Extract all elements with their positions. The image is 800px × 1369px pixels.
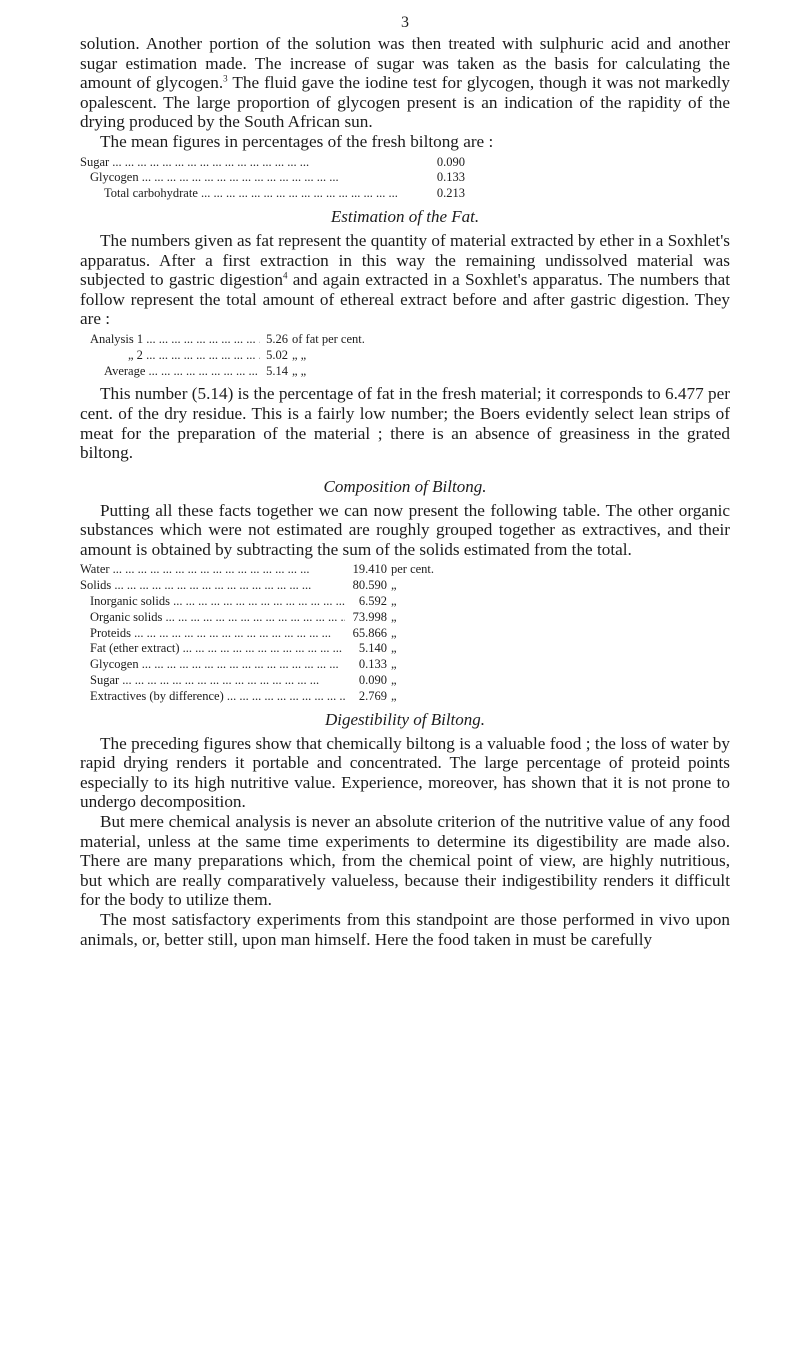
row-value: 6.592 (358, 594, 387, 609)
carbohydrate-table (80, 155, 730, 202)
row-unit: per cent. (391, 562, 435, 577)
row-value: 65.866 (352, 625, 387, 640)
row-value: 0.133 (358, 657, 387, 672)
row-label: „ 2 ... . (128, 348, 260, 364)
row-unit: „ „ (292, 347, 307, 362)
row-unit: „ „ (292, 363, 307, 378)
table-row (80, 155, 730, 171)
row-value: 5.26 (266, 331, 288, 346)
row-label: Average ... . (104, 364, 260, 380)
table-row (80, 626, 730, 642)
table-row (80, 657, 730, 673)
row-value: 5.14 (266, 363, 288, 378)
row-label: Inorganic solids ... . (90, 594, 345, 610)
row-unit: „ (391, 641, 397, 656)
table-row (80, 578, 730, 594)
row-value: 80.590 (352, 578, 387, 593)
row-unit: „ (391, 673, 397, 688)
table-row (80, 689, 730, 705)
row-label: Sugar ... . (90, 673, 345, 689)
row-value: 73.998 (352, 609, 387, 624)
intro-paragraph: solution. Another portion of the solution was then treated with sulphuric acid and another sugar estimation made. The increase of sugar was taken as the basis for calculating the amount of glycogen.$^3$ The fluid gave the iodine test for glycogen, though it was not markedly opalescent. The large proportion of glycogen present is an indication of the rapidity of the drying produced by the South African sun. (80, 34, 731, 132)
composition-heading: Composition of Biltong. (323, 476, 487, 496)
table-row (80, 186, 730, 202)
footnote-ref: 3 (223, 73, 228, 84)
row-label: Glycogen ... . (90, 170, 425, 186)
footnote-ref: 4 (282, 270, 288, 281)
table-row (80, 673, 730, 689)
row-unit: „ (391, 625, 397, 640)
composition-paragraph: Putting all these facts together we can now present the following table. The other organic substances which were not estimated are roughly grouped together as extractives, and their amount is obtained by subtracting the sum of the solids estimated from the total. (80, 500, 730, 559)
row-label: Total carbohydrate ... . (104, 186, 425, 202)
row-unit: „ (391, 657, 397, 672)
row-label: Water ... . (80, 562, 345, 578)
row-unit: „ (391, 688, 397, 703)
row-label: Proteids ... . (90, 626, 345, 642)
table-row (80, 641, 730, 657)
row-value: 5.02 (266, 347, 288, 362)
row-label: Glycogen ... . (90, 657, 345, 673)
digestibility-paragraph-2: But mere chemical analysis is never an absolute criterion of the nutritive value of any food material, unless at the same time experiments to determine its digestibility are made also. There are many preparations which, from the chemical point of view, are highly nutritious, but which are really comparatively valueless, because their indigestibility renders it difficult for the body to utilize them. (80, 812, 730, 910)
digestibility-heading: Digestibility of Biltong. (324, 709, 486, 729)
fat-heading: Estimation of the Fat. (330, 206, 480, 226)
digestibility-paragraph-3: The most satisfactory experiments from this standpoint are those performed in vivo upon animals, or, better still, upon man himself. Here the food taken in must be carefully (80, 909, 730, 949)
fat-paragraph-1: The numbers given as fat represent the quantity of material extracted by ether in a Soxhlet's apparatus. After a first extraction in this way the remaining undissolved material was subjected to gastric digestion$^4$ and again extracted in a Soxhlet's apparatus. The numbers that follow represent the total amount of ethereal extract before and after gastric digestion. They are : (80, 230, 731, 329)
row-label: Fat (ether extract) ... . (90, 641, 345, 657)
row-value: 19.410 (352, 562, 387, 577)
intro-line: The mean figures in percentages of the fresh biltong are : (100, 131, 494, 151)
row-label: Organic solids ... . (90, 610, 345, 626)
row-label: Sugar ... . (80, 155, 425, 171)
table-row (80, 170, 730, 186)
row-value: 0.133 (436, 170, 465, 185)
row-unit: of fat per cent. (292, 331, 365, 346)
composition-table (80, 562, 730, 704)
row-label: Analysis 1 ... . (90, 332, 260, 348)
row-label: Solids ... . (80, 578, 345, 594)
table-row (80, 364, 730, 380)
table-row (80, 562, 730, 578)
row-unit: „ (391, 578, 397, 593)
row-value: 0.090 (358, 673, 387, 688)
table-row (80, 610, 730, 626)
table-row (80, 332, 730, 348)
row-value: 0.090 (436, 154, 465, 169)
table-row (80, 348, 730, 364)
row-value: 5.140 (358, 641, 387, 656)
row-value: 2.769 (358, 688, 387, 703)
fat-paragraph-2: This number (5.14) is the percentage of fat in the fresh material; it corresponds to 6.477 per cent. of the dry residue. This is a fairly low number; the Boers evidently select lean strips of meat for the preparation of the material ; there is an absence of greasiness in the grated biltong. (80, 384, 730, 463)
row-unit: „ (391, 609, 397, 624)
page-number: 3 (401, 14, 409, 31)
digestibility-paragraph-1: The preceding figures show that chemically biltong is a valuable food ; the loss of water by rapid drying renders it portable and concentrated. The large percentage of proteid points especially to its high nutritive value. Experience, moreover, has shown that it is not prone to undergo decomposition. (80, 733, 730, 812)
row-value: 0.213 (436, 186, 465, 201)
fat-table (80, 332, 730, 379)
table-row (80, 594, 730, 610)
row-label: Extractives (by difference) ... . (90, 689, 345, 705)
row-unit: „ (391, 594, 397, 609)
